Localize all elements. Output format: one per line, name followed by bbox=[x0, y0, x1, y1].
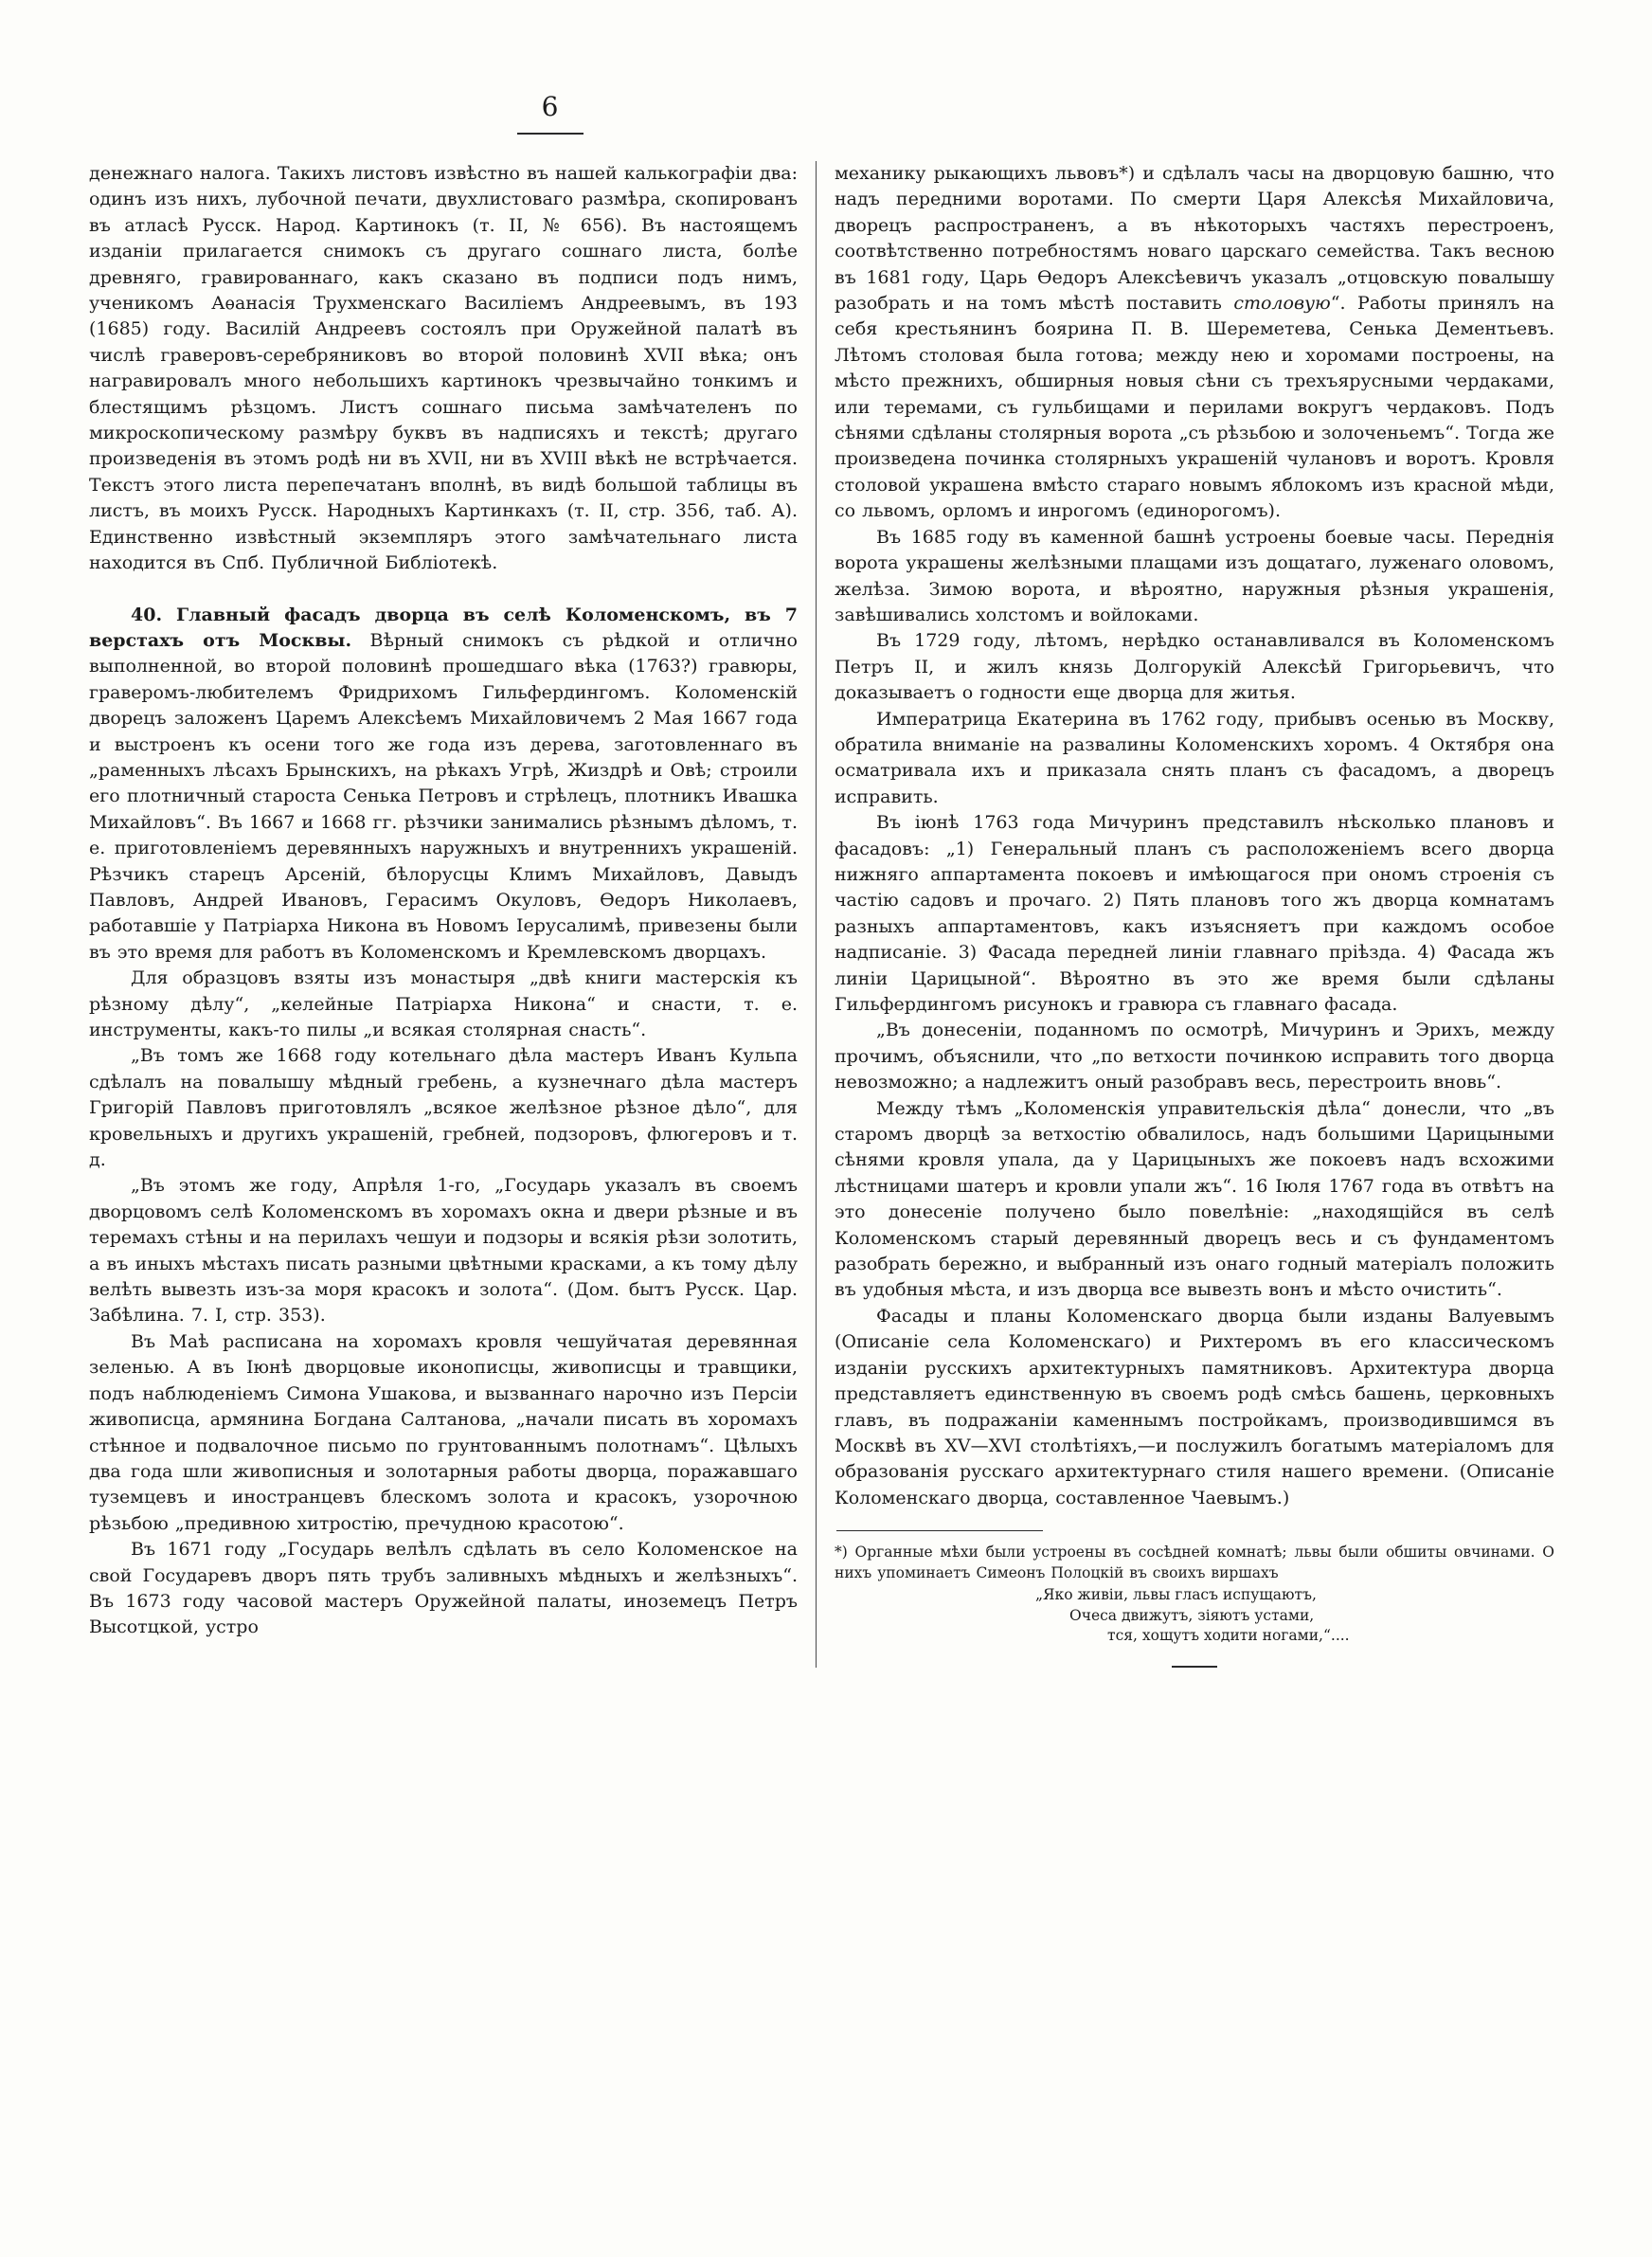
footnote-verse bbox=[835, 1585, 1554, 1647]
footnote bbox=[835, 1530, 1554, 1668]
paragraph: Для образцовъ взяты изъ монастыря „двѣ книги мастерскія къ рѣзному дѣлу“, „келейные Патріарха Никона“ и снасти, т. е. инструменты, какъ-то пилы „и всякая столярная снасть“. bbox=[89, 967, 798, 1040]
paragraph: Въ 1729 году, лѣтомъ, нерѣдко останавливался въ Коломенскомъ Петръ II, и жилъ князь Долгорукій Алексѣй Григорьевичъ, что доказываетъ о годности еще дворца для житья. bbox=[835, 630, 1554, 704]
paragraph: Въ іюнѣ 1763 года Мичуринъ представилъ нѣсколько плановъ и фасадовъ: „1) Генеральный планъ съ расположеніемъ всего дворца нижняго аппартамента покоевъ и имѣющагося при ономъ строенія съ частію садовъ и прочаго. 2) Пять плановъ того жъ дворца комнатамъ разныхъ аппартаментовъ, какъ изъясняетъ при каждомъ особое надписаніе. 3) Фасада передней линіи главнаго пріѣзда. 4) Фасада жъ линіи Царицыной“. Вѣроятно въ это же время были сдѣланы Гильфердингомъ рисунокъ и гравюра съ главнаго фасада. bbox=[835, 812, 1554, 1015]
paragraph: Въ 1685 году въ каменной башнѣ устроены боевые часы. Переднія ворота украшены желѣзными плащами изъ дощатаго, луженаго оловомъ, желѣза. Зимою ворота, и вѣроятно, наружныя рѣзныя украшенія, завѣшивались холстомъ и войлоками. bbox=[835, 526, 1554, 625]
footnote-rule bbox=[836, 1530, 1043, 1531]
paragraph-text: механику рыкающихъ львовъ*) и сдѣлалъ часы на дворцовую башню, что надъ передними воротами. По смерти Царя Алексѣя Михайловича, дворецъ распространенъ, а въ нѣкоторыхъ частяхъ перестроенъ, соотвѣтственно потребностямъ новаго царскаго семейства. Такъ весною въ 1681 году, Царь Ѳедоръ Алексѣевичъ указалъ „отцовскую повалышу разобрать и на томъ мѣстѣ поставить bbox=[835, 163, 1554, 315]
paragraph: Въ Маѣ расписана на хоромахъ кровля чешуйчатая деревянная зеленью. А въ Іюнѣ дворцовые иконописцы, живописцы и травщики, подъ наблюденіемъ Симона Ушакова, и вызваннаго нарочно изъ Персіи живописца, армянина Богдана Салтанова, „начали писать въ хоромахъ стѣнное и подвалочное письмо по грунтованнымъ полотнамъ“. Цѣлыхъ два года шли живописныя и золотарныя работы дворца, поражавшаго туземцевъ и иностранцевъ блескомъ золота и красокъ, узорочною рѣзьбою „предивною хитростію, пречудною красотою“. bbox=[89, 1330, 798, 1534]
italic-word: столовую bbox=[1233, 293, 1331, 315]
paragraph-text: “. Работы принялъ на себя крестьянинъ боярина П. В. Шереметева, Сенька Дементьевъ. Лѣтомъ столовая была готова; между нею и хоромами построены, на мѣсто прежнихъ, обширныя новыя сѣни съ трехъярусными чердаками, или теремами, съ гульбищами и перилами вокругъ чердаковъ. Подъ сѣнями сдѣланы столярныя ворота „съ рѣзьбою и золоченьемъ“. Тогда же произведена починка столярныхъ украшеній чулановъ и воротъ. Кровля столовой украшена вмѣсто стараго новымъ яблокомъ изъ красной мѣди, со львомъ, орломъ и инрогомъ (единорогомъ). bbox=[835, 293, 1554, 522]
text-columns bbox=[89, 161, 1555, 1668]
right-column bbox=[835, 161, 1554, 1668]
footnote-text: *) Органные мѣхи были устроены въ сосѣдней комнатѣ; львы были обшиты овчинами. О нихъ упоминаетъ Симеонъ Полоцкій въ своихъ виршахъ bbox=[835, 1544, 1554, 1581]
section-40-paragraph bbox=[89, 603, 798, 966]
end-of-article-rule bbox=[1172, 1666, 1217, 1668]
paragraph: Между тѣмъ „Коломенскія управительскія дѣла“ донесли, что „въ старомъ дворцѣ за ветхостію обвалилось, надъ большими Царицыными сѣнями кровля упала, да у Царицыныхъ же покоевъ надъ всхожими лѣстницами шатеръ и кровли упали жъ“. 16 Іюля 1767 года въ отвѣтъ на это донесеніе получено было повелѣніе: „находящійся въ селѣ Коломенскомъ старый деревянный дворецъ весь и съ фундаментомъ разобрать бережно, и выбранный изъ онаго годный матеріалъ положить въ удобныя мѣста, и изъ дворца все вывезть вонъ и мѣсто очистить“. bbox=[835, 1097, 1554, 1301]
verse-line: тся, хощутъ ходити ногами,“.... bbox=[1107, 1627, 1350, 1645]
paragraph: „Въ этомъ же году, Апрѣля 1-го, „Государь указалъ въ своемъ дворцовомъ селѣ Коломенскомъ въ хоромахъ окна и двери рѣзные и въ теремахъ стѣны и на перилахъ чешуи и подзоры и всякія рѣзи золотить, а въ иныхъ мѣстахъ писать разными цвѣтными красками, а къ тому дѣлу велѣть вывезть изъ-за моря красокъ и золота“. (Дом. бытъ Русск. Цар. Забѣлина. 7. I, стр. 353). bbox=[89, 1175, 798, 1327]
paragraph-continuation: денежнаго налога. Такихъ листовъ извѣстно въ нашей калькографіи два: одинъ изъ нихъ, лубочной печати, двухлистоваго размѣра, скопированъ въ атласѣ Русск. Народ. Картинокъ (т. II, № 656). Въ настоящемъ изданіи прилагается снимокъ съ другаго сошнаго листа, болѣе древняго, гравированнаго, какъ сказано въ подписи подъ нимъ, ученикомъ Аѳанасія Трухменскаго Василіемъ Андреевымъ, въ 193 (1685) году. Василій Андреевъ состоялъ при Оружейной палатѣ въ числѣ граверовъ-серебряниковъ во второй половинѣ XVII вѣка; онъ награвировалъ много небольшихъ картинокъ чрезвычайно тонкимъ и блестящимъ рѣзцомъ. Листъ сошнаго письма замѣчателенъ по микроскопическому размѣру буквъ въ надписяхъ и текстѣ; другаго произведенія въ этомъ родѣ ни въ XVII, ни въ XVIII вѣкѣ не встрѣчается. Текстъ этого листа перепечатанъ вполнѣ, въ видѣ большой таблицы въ листъ, въ моихъ Русск. Народныхъ Картинкахъ (т. II, стр. 356, таб. А). Единственно извѣстный экземпляръ этого замѣчательнаго листа находится въ Спб. Публичной Библіотекѣ. bbox=[89, 163, 798, 574]
paragraph: Императрица Екатерина въ 1762 году, прибывъ осенью въ Москву, обратила вниманіе на развалины Коломенскихъ хоромъ. 4 Октября она осматривала ихъ и приказала снять планъ съ фасадомъ, а дворецъ исправить. bbox=[835, 708, 1554, 807]
page-number: 6 bbox=[541, 91, 560, 122]
section-40-body: Вѣрный снимокъ съ рѣдкой и отлично выполненной, во второй половинѣ прошедшаго вѣка (1763?) гравюры, граверомъ-любителемъ Фридрихомъ Гильфердингомъ. Коломенскій дворецъ заложенъ Царемъ Алексѣемъ Михайловичемъ 2 Мая 1667 года и выстроенъ къ осени того же года изъ дерева, заготовленнаго въ „раменныхъ лѣсахъ Брынскихъ, на рѣкахъ Угрѣ, Жиздрѣ и Овѣ; строили его плотничный староста Сенька Петровъ и стрѣлецъ, плотникъ Ивашка Михайловъ“. Въ 1667 и 1668 гг. рѣзчики занимались рѣзнымъ дѣломъ, т. е. приготовленіемъ деревянныхъ наружныхъ и внутреннихъ украшеній. Рѣзчикъ старецъ Арсеній, бѣлорусцы Климъ Михайловъ, Давыдъ Павловъ, Андрей Ивановъ, Герасимъ Окуловъ, Ѳедоръ Николаевъ, работавшіе у Патріарха Никона въ Новомъ Іерусалимѣ, привезены были въ это время для работъ въ Коломенскомъ и Кремлевскомъ дворцахъ. bbox=[89, 629, 798, 963]
paragraph: „Въ донесеніи, поданномъ по осмотрѣ, Мичуринъ и Эрихъ, между прочимъ, объяснили, что „по ветхости починкою исправить того дворца невозможно; а надлежитъ оный разобравъ весь, перестроить вновь“. bbox=[835, 1020, 1554, 1093]
column-divider bbox=[816, 161, 817, 1668]
paragraph: Въ 1671 году „Государь велѣлъ сдѣлать въ село Коломенское на свой Государевъ дворъ пять трубъ заливныхъ мѣдныхъ и желѣзныхъ“. Въ 1673 году часовой мастеръ Оружейной палаты, иноземецъ Петръ Высотцкой, устро bbox=[89, 1539, 798, 1638]
paragraph: „Въ томъ же 1668 году котельнаго дѣла мастеръ Иванъ Кульпа сдѣлалъ на повалышу мѣдный гребень, а кузнечнаго дѣла мастеръ Григорій Павловъ приготовлялъ „всякое желѣзное рѣзное дѣло“, для кровельныхъ и другихъ украшеній, гребней, подзоровъ, флюгеровъ и т. д. bbox=[89, 1045, 798, 1171]
left-column bbox=[89, 161, 798, 1668]
paragraph: Фасады и планы Коломенскаго дворца были изданы Валуевымъ (Описаніе села Коломенскаго) и Рихтеромъ въ его классическомъ изданіи русскихъ архитектурныхъ памятниковъ. Архитектура дворца представляетъ единственную въ своемъ родѣ смѣсь башень, церковныхъ главъ, въ подражаніи каменнымъ постройкамъ, производившимся въ Москвѣ въ XV—XVI столѣтіяхъ,—и послужилъ богатымъ матеріаломъ для образованія русскаго архитектурнаго стиля нашего времени. (Описаніе Коломенскаго дворца, составленное Чаевымъ.) bbox=[835, 1305, 1554, 1508]
section-40-heading: 40. Главный фасадъ дворца въ селѣ Коломенскомъ, въ 7 верстахъ отъ Москвы. bbox=[89, 604, 798, 651]
paragraph-continuation bbox=[835, 161, 1554, 525]
verse-line: „Яко живіи, львы гласъ испущаютъ, bbox=[1035, 1586, 1317, 1604]
verse-line: Очеса движутъ, зіяютъ устами, bbox=[1069, 1606, 1315, 1624]
page-number-rule bbox=[517, 133, 584, 135]
